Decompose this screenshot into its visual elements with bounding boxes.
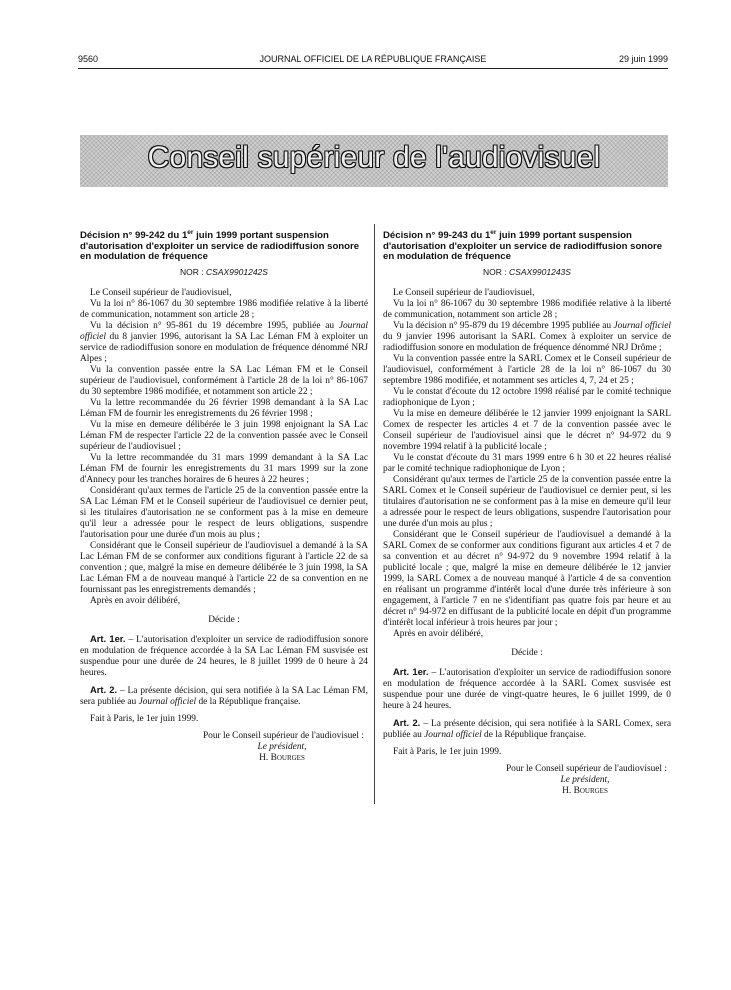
article-1: Art. 1er. – L'autorisation d'exploiter un service de radiodiffusion sonore en modulation de fréquence accordée à la SA Lac Léman FM susvisée est suspendue pour une durée de 24 heures, le 8 juillet 1999 de 0 heure à 24 heures. — [80, 632, 368, 678]
decide-heading: Décide : — [511, 647, 543, 658]
visa-paragraph: Vu la mise en demeure délibérée le 12 janvier 1999 enjoignant la SARL Comex de respecter les articles 4 et 7 de la convention passée avec le Conseil supérieur de l'audiovisuel ainsi que le décret n° 94-972 du 9 novembre 1994 relatif à la publicité locale ; — [383, 408, 671, 452]
decision-title: Décision n° 99-243 du 1er juin 1999 portant suspension d'autorisation d'exploiter un service de radiodiffusion sonore en modulation de fréquence — [383, 229, 663, 263]
signature-block — [80, 731, 368, 764]
running-header — [78, 54, 668, 68]
nor-reference: NOR : CSAX9901242S — [180, 266, 268, 277]
signature-date: Fait à Paris, le 1er juin 1999. — [90, 713, 199, 724]
visa-paragraph: Vu la lettre recommandée du 26 février 1998 demandant à la SA Lac Léman FM de fournir les enregistrements du 26 février 1998 ; — [80, 397, 368, 419]
deliberation-text: Après en avoir délibéré, — [90, 595, 181, 606]
decision-left — [80, 228, 368, 764]
considerant-paragraph: Considérant qu'aux termes de l'article 25 de la convention passée entre la SA Lac Léman FM et le Conseil supérieur de l'audiovisuel ce dernier peut, si les titulaires d'autorisation ne se conforment pas à la mise en demeure qu'il leur a adressée pour le respect de leurs obligations, suspendre l'autorisation pour une durée d'un mois au plus ; — [80, 485, 368, 540]
decision-right — [383, 228, 671, 797]
visa-paragraph: Vu la mise en demeure délibérée le 3 juin 1998 enjoignant la SA Lac Léman FM de respecter l'article 22 de la convention passée avec le Conseil supérieur de l'audiovisuel ; — [80, 419, 368, 452]
deliberation-text: Après en avoir délibéré, — [393, 628, 484, 639]
signatory-name: H. Bourges — [562, 785, 608, 796]
section-banner — [80, 135, 668, 187]
header-rule — [78, 68, 668, 69]
signature-date: Fait à Paris, le 1er juin 1999. — [393, 746, 502, 757]
article-2: Art. 2. – La présente décision, qui sera notifiée à la SARL Comex, sera publiée au Journal officiel de la République française. — [383, 716, 671, 740]
intro-text: Le Conseil supérieur de l'audiovisuel, — [90, 287, 232, 298]
nor-reference: NOR : CSAX9901243S — [483, 266, 571, 277]
visa-paragraph: Vu la loi n° 86-1067 du 30 septembre 1986 modifiée relative à la liberté de communication, notamment son article 28 ; — [383, 298, 671, 320]
signature-block — [383, 764, 671, 797]
considerant-paragraph: Considérant qu'aux termes de l'article 25 de la convention passée entre la SARL Comex et le Conseil supérieur de l'audiovisuel ce dernier peut, si les titulaires d'autorisation ne se conforment pas à la mise en demeure qu'il leur a adressée pour le respect de leurs obligations, suspendre l'autorisation pour une durée d'un mois au plus ; — [383, 474, 671, 529]
visa-paragraph: Vu le constat d'écoute du 31 mars 1999 entre 6 h 30 et 22 heures réalisé par le comité technique radiophonique de Lyon ; — [383, 452, 671, 474]
issue-date: 29 juin 1999 — [618, 54, 668, 64]
article-1: Art. 1er. – L'autorisation d'exploiter un service de radiodiffusion sonore en modulation de fréquence accordée à la SARL Comex susvisée est suspendue pour une durée de vingt-quatre heures, le 6 juillet 1999, de 0 heure à 24 heures. — [383, 665, 671, 711]
page-number: 9560 — [78, 54, 99, 64]
column-divider — [374, 224, 375, 804]
signature-line: Pour le Conseil supérieur de l'audiovisuel : — [202, 730, 364, 741]
signatory-title: Le président, — [560, 774, 610, 785]
visa-paragraph: Vu la convention passée entre la SA Lac Léman FM et le Conseil supérieur de l'audiovisuel, conformément à l'article 28 de la loi n° 86-1067 du 30 septembre 1986 modifiée, et notamment son article 22 ; — [80, 364, 368, 397]
signature-line: Pour le Conseil supérieur de l'audiovisuel : — [505, 763, 667, 774]
visa-paragraph: Vu le constat d'écoute du 12 octobre 1998 réalisé par le comité technique radiophonique de Lyon ; — [383, 386, 671, 408]
visa-paragraph: Vu la décision n° 95-879 du 19 décembre 1995 publiée au Journal officiel du 9 janvier 1996 autorisant la SARL Comex à exploiter un service de radiodiffusion sonore en modulation de fréquence dénommé NRJ Drôme ; — [383, 320, 672, 353]
visa-paragraph: Vu la convention passée entre la SARL Comex et le Conseil supérieur de l'audiovisuel, conformément à l'article 28 de la loi n° 86-1067 du 30 septembre 1986 modifiée, et notamment ses articles 4, 7, 24 et 25 ; — [383, 353, 671, 386]
decision-title: Décision n° 99-242 du 1er juin 1999 portant suspension d'autorisation d'exploiter un service de radiodiffusion sonore en modulation de fréquence — [80, 229, 360, 263]
signatory-name: H. Bourges — [259, 752, 305, 763]
signatory-title: Le président, — [257, 741, 307, 752]
visa-paragraph: Vu la loi n° 86-1067 du 30 septembre 1986 modifiée relative à la liberté de communication, notamment son article 28 ; — [80, 298, 368, 320]
considerant-paragraph: Considérant que le Conseil supérieur de l'audiovisuel a demandé à la SA Lac Léman FM de se conformer aux conditions figurant à l'article 22 de sa convention ; que, malgré la mise en demeure délibérée le 3 juin 1998, la SA Lac Léman FM a de nouveau manqué à l'article 22 de sa convention en ne fournissant pas les enregistrements demandés ; — [80, 540, 368, 595]
considerant-paragraph: Considérant que le Conseil supérieur de l'audiovisuel a demandé à la SARL Comex de se conformer aux conditions figurant aux articles 4 et 7 de sa convention et au décret n° 94-972 du 9 novembre 1994 relatif à la publicité locale ; que, malgré la mise en demeure délibérée le 12 janvier 1999, la SARL Comex a de nouveau manqué à l'article 4 de sa convention en réalisant un programme d'intérêt local d'une durée très inférieure à son engagement, à l'article 7 en ne s'identifiant pas quatre fois par heure et au décret n° 94-972 en diffusant de la publicité locale en dépit d'un programme d'intérêt local inférieur à trois heures par jour ; — [383, 529, 671, 628]
decide-heading: Décide : — [208, 614, 240, 625]
journal-title: JOURNAL OFFICIEL DE LA RÉPUBLIQUE FRANÇAISE — [259, 54, 487, 64]
intro-text: Le Conseil supérieur de l'audiovisuel, — [393, 287, 535, 298]
article-2: Art. 2. – La présente décision, qui sera notifiée à la SA Lac Léman FM, sera publiée au Journal officiel de la République française. — [80, 683, 368, 707]
visa-paragraph: Vu la décision n° 95-861 du 19 décembre 1995, publiée au Journal officiel du 8 janvier 1996, autorisant la SA Lac Léman FM à exploiter un service de radiodiffusion sonore en modulation de fréquence dénommé NRJ Alpes ; — [80, 320, 368, 364]
visa-paragraph: Vu la lettre recommandée du 31 mars 1999 demandant à la SA Lac Léman FM de fournir les enregistrements du 31 mars 1999 sur la zone d'Annecy pour les tranches horaires de 6 heures à 22 heures ; — [80, 452, 368, 485]
banner-title: Conseil supérieur de l'audiovisuel — [147, 141, 601, 174]
